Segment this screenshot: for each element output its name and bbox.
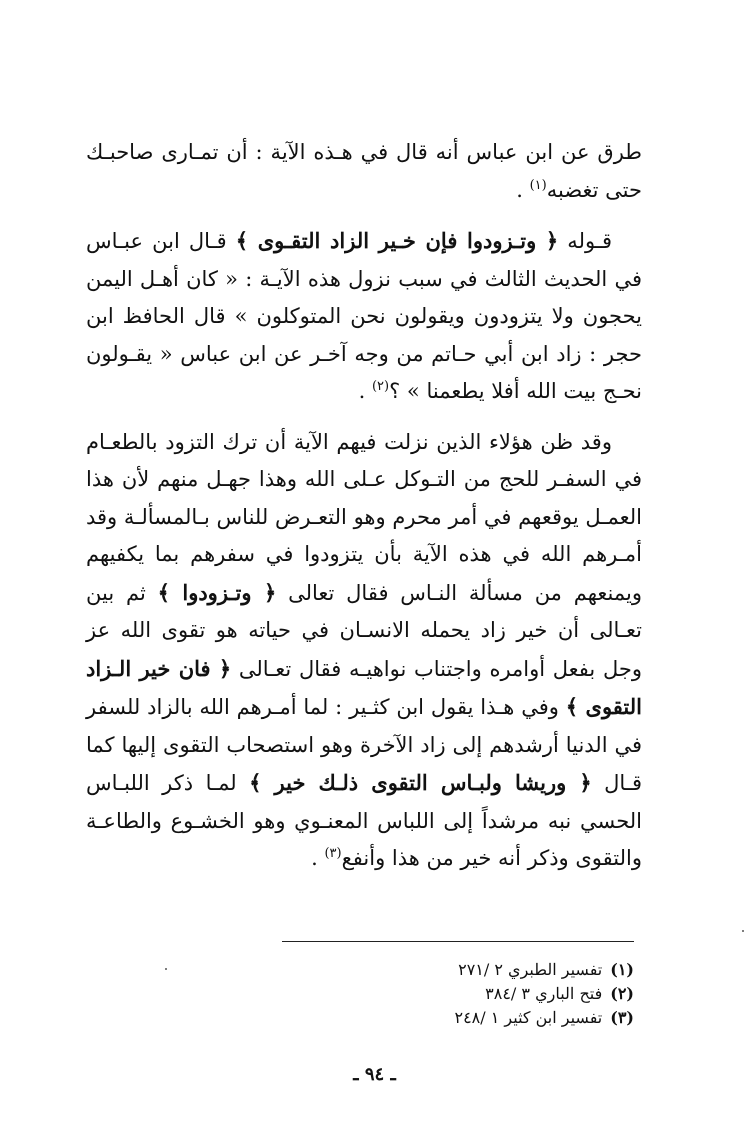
footnote-text: تفسير الطبري ٢ /٢٧١: [458, 960, 603, 979]
paragraph: [86, 424, 642, 878]
footnote-line: [282, 982, 634, 1006]
text-run: وقد ظن هؤلاء الذين نزلت فيهم الآية أن ترك التزود بالطعـام في السفـر للحج من التـوكل عـلى الله وهذا جهـل منهم لأن هذا العمـل يوقعهم في أمر محرم وهو التعـرض للناس بـالمسألـة وقد أمـرهم الله في هذه الآية بأن يتزودوا في سفرهم بما يكفيهم ويمنعهم من مسألة النـاس فقال تعالى: [86, 429, 642, 605]
footnote-text: تفسير ابن كثير ١ /٢٤٨: [454, 1008, 603, 1027]
footnote-number: (٢): [610, 984, 634, 1003]
scan-speck: [742, 930, 744, 932]
page-number: ـ ٩٤ ـ: [353, 1064, 396, 1085]
text-run: .: [516, 177, 530, 202]
text-run: .: [311, 846, 325, 870]
footnote-text: فتح الباري ٣ /٣٨٤: [485, 984, 603, 1003]
paragraph: [86, 222, 642, 411]
main-text: [86, 134, 642, 878]
text-run: قـال ابن عبـاس في الحديث الثالث في سبب نزول هذه الآيـة : « كان أهـل اليمن يحجون ولا يتزودون ويقولون نحن المتوكلون » قال الحافظ ابن حجر : زاد ابن أبي حـاتم من وجه آخـر عن ابن عباس « يقـولون نحـج بيت الله أفلا يطعمنا » ؟: [86, 229, 642, 403]
quran-quote: ﴿ وتـزودوا ﴾: [157, 579, 277, 605]
text-run: وفي هـذا يقول ابن كثـير : لما أمـرهم الله بالزاد للسفر في الدنيا أرشدهم إلى زاد الآخرة وهو استصحاب التقوى إليها كما قـال: [86, 695, 643, 795]
text-run: ثم بين تعـالى أن خير زاد يحمله الانسـان في حياته هو تقوى الله عز وجل بفعل أوامره واجتناب نواهيـه فقال تعـالى: [86, 580, 642, 681]
footnote-number: (٣): [610, 1008, 634, 1027]
quran-quote: ﴿ فان خير الـزاد التقوى ﴾: [86, 655, 642, 719]
footnotes: [282, 958, 634, 1030]
footnote-line: [282, 958, 634, 982]
footnote-number: (١): [610, 960, 634, 979]
text-run: قـوله: [558, 229, 613, 253]
text-run: .: [358, 379, 372, 403]
footnote-divider: [282, 941, 634, 942]
scan-speck: [165, 968, 167, 970]
quran-quote: ﴿ وريشا ولبـاس التقوى ذلـك خير ﴾: [249, 770, 592, 795]
footnote-reference: (٣): [324, 846, 342, 861]
footnote-reference: (٢): [371, 379, 390, 394]
text-run: طرق عن ابن عباس أنه قال في هـذه الآية : أن تمـارى صاحبـك حتى تغضبه: [86, 140, 642, 202]
footnote-line: [282, 1006, 634, 1030]
paragraph: [86, 134, 642, 209]
footnote-reference: (١): [529, 177, 547, 193]
quran-quote: ﴿ وتـزودوا فإن خـير الزاد التقـوى ﴾: [235, 228, 559, 253]
text-run: لمـا ذكر اللبـاس الحسي نبه مرشداً إلى اللباس المعنـوي وهو الخشـوع والطاعـة والتقوى وذكر أنه خير من هذا وأنفع: [86, 771, 642, 870]
